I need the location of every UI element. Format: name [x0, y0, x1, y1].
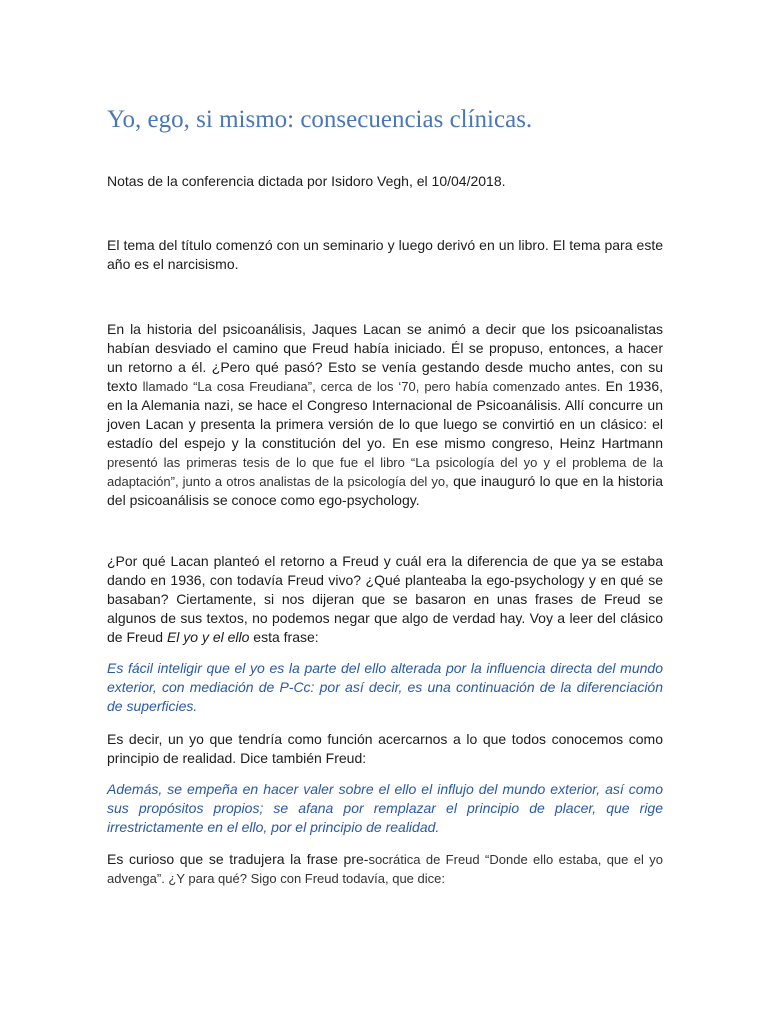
book-title-el-yo-y-el-ello: El yo y el ello: [166, 629, 250, 645]
paragraph-porque: [107, 552, 663, 647]
paragraph-historia-part-2: llamado “La cosa Freudiana”, cerca de los ‘70, pero había comenzado antes.: [142, 379, 601, 394]
paragraph-curioso-part-1: Es curioso que se tradujera la frase pre-: [107, 851, 369, 867]
freud-quote-2: Además, se empeña en hacer valer sobre el ello el influjo del mundo exterior, así como sus propósitos propios; se afana por remplazar el principio de placer, que rige irrestrictamente en el ello, por el principio de realidad.: [107, 781, 663, 835]
paragraph-historia: [107, 320, 663, 510]
paragraph-historia-part-5: que inauguró lo que en la historia del psicoanálisis se conoce como ego-psychology.: [107, 473, 663, 508]
paragraph-curioso: [107, 850, 663, 888]
document-title: Yo, ego, si mismo: consecuencias clínicas.: [107, 106, 533, 133]
freud-quote-1: Es fácil inteligir que el yo es la parte del ello alterada por la influencia directa del mundo exterior, con mediación de P-Cc: por así decir, es una continuación de la diferenciación de superficies.: [107, 660, 663, 714]
paragraph-historia-part-3: En 1936, en la Alemania nazi, se hace el Congreso Internacional de Psicoanálisis. Allí concurre un joven Lacan y presenta la primera versión de lo que luego se convirtió en un clásico: el estadío del espejo y la constitución del yo. En ese mismo congreso, Heinz Hartmann: [107, 378, 664, 451]
paragraph-tema: El tema del título comenzó con un seminario y luego derivó en un libro. El tema para este año es el narcisismo.: [107, 237, 663, 272]
paragraph-historia-part-4: presentó las primeras tesis de lo que fue el libro “La psicología del yo y el problema de la adaptación”, junto a otros analistas de la psicología del yo,: [107, 455, 663, 489]
paragraph-porque-part-1: ¿Por qué Lacan planteó el retorno a Freud y cuál era la diferencia de que ya se estaba dando en 1936, con todavía Freud vivo? ¿Qué planteaba la ego-psychology y en qué se basaban? Ciertamente, si nos dijeran que se basaron en unas frases de Freud se algunos de sus textos, no podemos negar que algo de verdad hay. Voy a leer del clásico de Freud: [107, 553, 663, 645]
paragraph-es-decir: Es decir, un yo que tendría como función acercarnos a lo que todos conocemos como principio de realidad. Dice también Freud:: [107, 731, 663, 766]
paragraph-curioso-part-2: socrática de Freud “Donde ello estaba, que el yo advenga”. ¿Y para qué? Sigo con Freud todavía, que dice:: [107, 852, 664, 886]
paragraph-historia-part-1: En la historia del psicoanálisis, Jaques Lacan se animó a decir que los psicoanalistas habían desviado el camino que Freud había iniciado. Él se propuso, entonces, a hacer un retorno a él. ¿Pero qué pasó? Esto se venía gestando desde mucho antes, con su texto: [107, 321, 663, 394]
paragraph-porque-part-2: esta frase:: [249, 629, 319, 645]
conference-notes-line: Notas de la conferencia dictada por Isidoro Vegh, el 10/04/2018.: [107, 173, 506, 189]
